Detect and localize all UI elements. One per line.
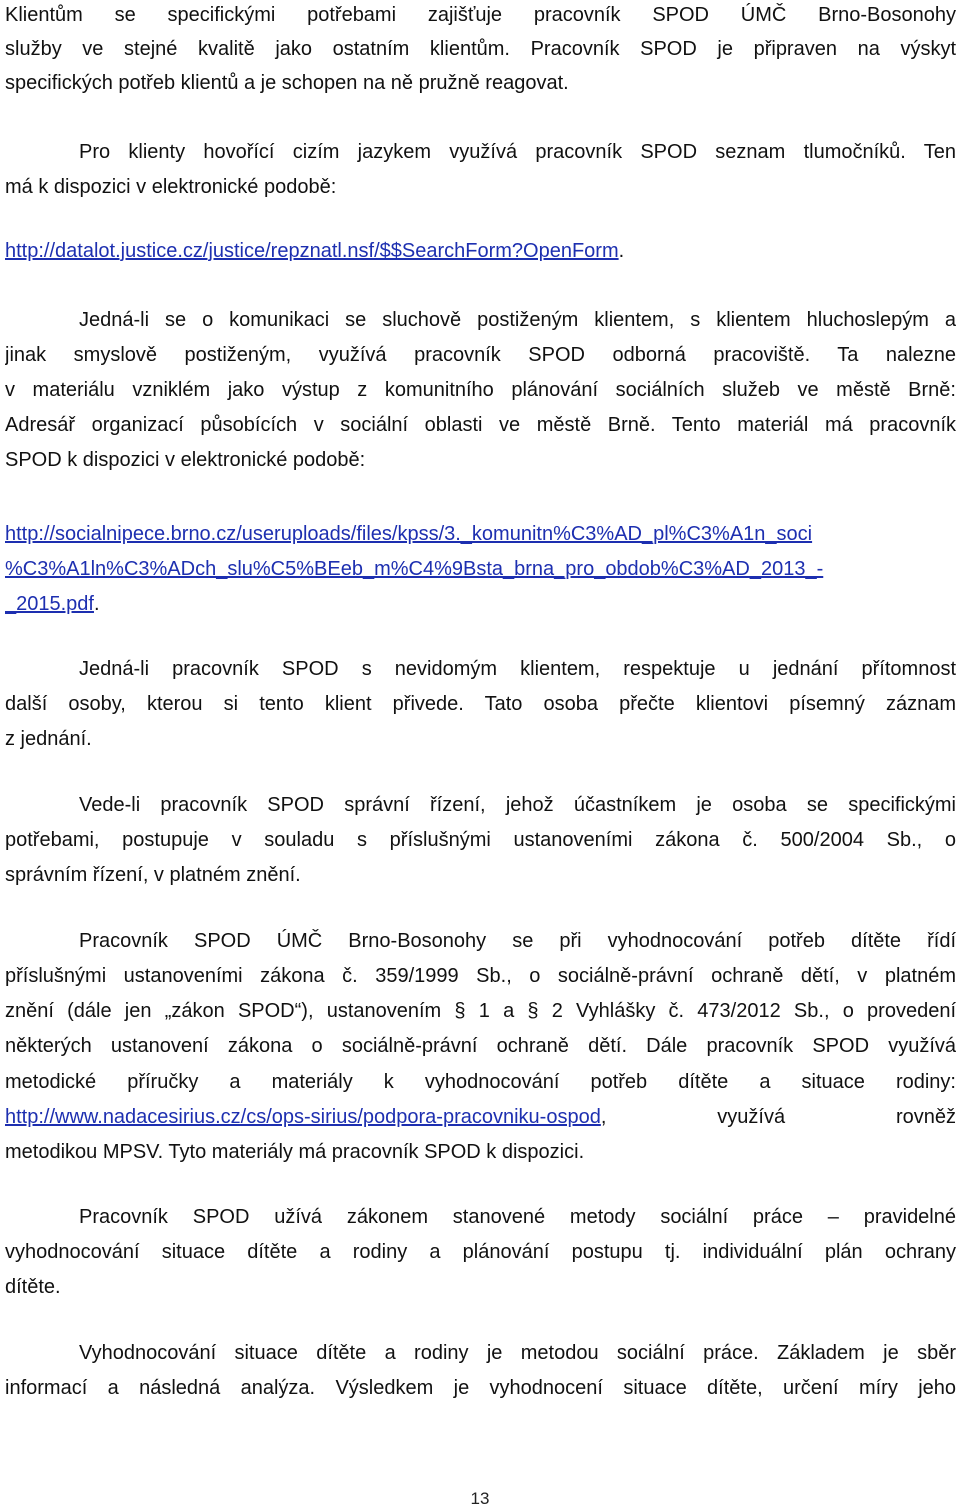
paragraph-3-link-line-2 — [5, 554, 956, 584]
document-page — [5, 0, 956, 1512]
paragraph-3-link-line-1 — [5, 519, 956, 549]
link-period: . — [618, 240, 625, 262]
paragraph-4-line-3: z jednání. — [5, 728, 92, 750]
paragraph-5-line-2: potřebami, postupuje v souladu s příslušnými ustanoveními zákona č. 500/2004 Sb., o — [5, 829, 956, 851]
paragraph-3-line-3: v materiálu vzniklém jako výstup z komunitního plánování sociálních služeb ve městě Brně: — [5, 379, 956, 401]
paragraph-6-line-2: příslušnými ustanoveními zákona č. 359/1999 Sb., o sociálně-právní ochraně dětí, v platném — [5, 965, 956, 987]
paragraph-2-line-1: Pro klienty hovořící cizím jazykem využívá pracovník SPOD seznam tlumočníků. Ten — [79, 141, 956, 163]
paragraph-5-line-1: Vede-li pracovník SPOD správní řízení, jehož účastníkem je osoba se specifickými — [79, 794, 956, 816]
tlumocnici-link[interactable]: http://datalot.justice.cz/justice/repznatl.nsf/$$SearchForm?OpenForm — [5, 240, 619, 262]
paragraph-7-line-1: Pracovník SPOD užívá zákonem stanovené metody sociální práce – pravidelné — [79, 1206, 956, 1228]
page-number: 13 — [470, 1489, 490, 1508]
paragraph-2-link-line — [5, 236, 956, 266]
adresar-link-part-1[interactable]: http://socialnipece.brno.cz/useruploads/files/kpss/3._komunitn%C3%AD_pl%C3%A1n_soci — [5, 523, 813, 545]
paragraph-3-line-4: Adresář organizací působících v sociální oblasti ve městě Brně. Tento materiál má pracovník — [5, 414, 956, 436]
paragraph-3-link-line-3 — [5, 589, 956, 619]
paragraph-7-line-2: vyhodnocování situace dítěte a rodiny a plánování postupu tj. individuální plán ochrany — [5, 1241, 956, 1263]
paragraph-7-line-3: dítěte. — [5, 1276, 61, 1298]
paragraph-6-line-7: metodikou MPSV. Tyto materiály má pracovník SPOD k dispozici. — [5, 1141, 585, 1163]
paragraph-2-line-2: má k dispozici v elektronické podobě: — [5, 176, 337, 198]
paragraph-1-line-2: služby ve stejné kvalitě jako ostatním klientům. Pracovník SPOD je připraven na výskyt — [5, 38, 956, 60]
paragraph-6-line-4: některých ustanovení zákona o sociálně-právní ochraně dětí. Dále pracovník SPOD využívá — [5, 1035, 956, 1057]
paragraph-3-line-5: SPOD k dispozici v elektronické podobě: — [5, 449, 366, 471]
sirius-link[interactable]: http://www.nadacesirius.cz/cs/ops-sirius/podpora-pracovniku-ospod — [5, 1106, 601, 1128]
paragraph-6-line-5: metodické příručky a materiály k vyhodnocování potřeb dítěte a situace rodiny: — [5, 1071, 956, 1093]
paragraph-1-line-3: specifických potřeb klientů a je schopen na ně pružně reagovat. — [5, 72, 569, 94]
paragraph-6-line-1: Pracovník SPOD ÚMČ Brno-Bosonohy se při vyhodnocování potřeb dítěte řídí — [79, 930, 956, 952]
paragraph-4-line-1: Jedná-li pracovník SPOD s nevidomým klientem, respektuje u jednání přítomnost — [79, 658, 956, 680]
paragraph-6-line-6 — [5, 1102, 956, 1132]
adresar-link-part-3[interactable]: _2015.pdf — [5, 593, 94, 615]
paragraph-8-line-1: Vyhodnocování situace dítěte a rodiny je metodou sociální práce. Základem je sběr — [79, 1342, 956, 1364]
paragraph-6-line-3: znění (dále jen „zákon SPOD“), ustanovením § 1 a § 2 Vyhlášky č. 473/2012 Sb., o provedení — [5, 1000, 956, 1022]
paragraph-6-line-6-rest: , využívá rovněž — [600, 1106, 956, 1128]
adresar-link-part-2[interactable]: %C3%A1ln%C3%ADch_slu%C5%BEeb_m%C4%9Bsta_brna_pro_obdob%C3%AD_2013_- — [5, 558, 824, 580]
paragraph-3-line-1: Jedná-li se o komunikaci se sluchově postiženým klientem, s klientem hluchoslepým a — [79, 309, 956, 331]
paragraph-1-line-1: Klientům se specifickými potřebami zajišťuje pracovník SPOD ÚMČ Brno-Bosonohy — [5, 4, 956, 26]
link-period: . — [93, 593, 100, 615]
paragraph-3-line-2: jinak smyslově postiženým, využívá pracovník SPOD odborná pracoviště. Ta nalezne — [5, 344, 956, 366]
paragraph-5-line-3: správním řízení, v platném znění. — [5, 864, 301, 886]
paragraph-8-line-2: informací a následná analýza. Výsledkem je vyhodnocení situace dítěte, určení míry jeho — [5, 1377, 956, 1399]
paragraph-4-line-2: další osoby, kterou si tento klient přivede. Tato osoba přečte klientovi písemný záznam — [5, 693, 956, 715]
